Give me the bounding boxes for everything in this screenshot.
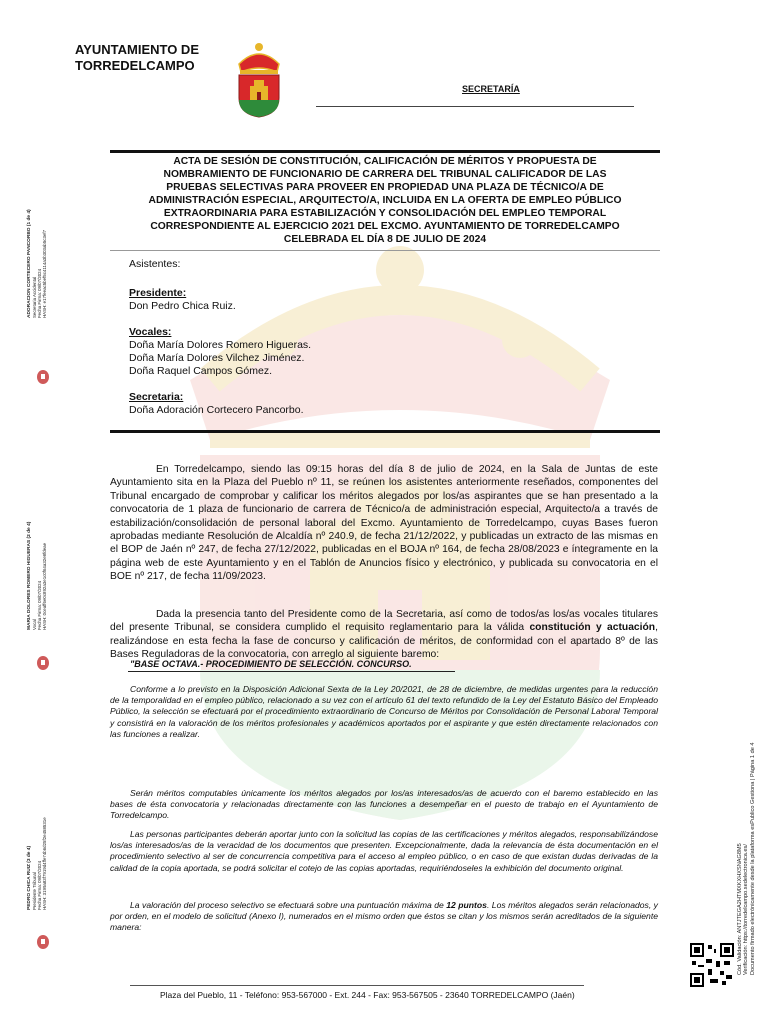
paragraph-session-opening: En Torredelcampo, siendo las 09:15 horas del día 8 de julio de 2024, en la Sala de Juntas de este Ayuntamiento sita en la Plaza del Pueblo nº 11, se reúnen los asistentes anteriormente reseñados, componentes del Tribunal encargado de comprobar y calificar los méritos alegados por los/as aspirantes que se han presentado a la convocatoria de 1 plaza de funcionario de carrera de Técnico/a de administración especial, Arquitecto/a a través de estabilización/consolidación de personal laboral del Excmo. Ayuntamiento de Torredelcampo, cuyas Bases fueron aprobadas mediante Resolución de Alcaldía nº 240.9, de fecha 21/12/2022, y publicadas un extracto de las mismas en el BOP de Jaén nº 247, de fecha 27/12/2022, publicadas en el BOJA nº 164, de fecha 28/08/2023 e íntegramente en la página web de este Ayuntamiento y en el Tablón de Anuncios físico y electrónico, y publicada su convocatoria en el BOE nº 217, de fecha 11/09/2023. [110,464,658,583]
signature-block [26,209,47,318]
title-line: CELEBRADA EL DÍA 8 DE JULIO DE 2024 [283,234,487,245]
paragraph-bold-text: 12 puntos [446,900,487,910]
paragraph-text: , realizándose en esta fecha la fase de concurso y calificación de méritos, de conformidad con el apartado 8º de las Bases Reguladoras de la convocatoria, con arreglo al siguiente baremo: [110,622,658,661]
title-line: CORRESPONDIENTE AL EJERCICIO 2021 DEL EXCMO. AYUNTAMIENTO DE TORREDELCAMPO [150,221,620,232]
department-underline [316,106,634,107]
vocals-label: Vocales: [129,326,172,338]
paragraph-text: Dada la presencia tanto del Presidente como de la Secretaria, así como de todos/as los/as vocales titulares del presente Tribunal, se considera cumplido el requisito reglamentario para la válida [110,609,658,634]
coat-of-arms-logo [234,42,284,118]
platform-page-info: Documento firmado electrónicamente desde la plataforma esPublico Gestiona | Página 1 de 4 [749,742,756,975]
signature-date: Fecha Firma: 09/07/2024 [37,860,42,910]
secretary-label: Secretaria: [129,391,184,403]
signer-role: Secretaria Accidental [32,276,37,318]
signer-role: Presidente Tribunal [32,872,37,910]
signature-block [26,522,47,630]
organization-line-2: TORREDELCAMPO [75,58,195,73]
signature-block [26,817,47,910]
signature-seal-icon [37,935,49,949]
signer-role: Vocal [32,619,37,630]
signer-name: ADORACION CORTECERO PANCORBO (1 de 4) [27,209,32,318]
title-line: ADMINISTRACIÓN ESPECIAL, ARQUITECTO/A, INCLUIDA EN LA OFERTA DE EMPLEO PÚBLICO [148,195,622,206]
base-octava-heading: "BASE OCTAVA.- PROCEDIMIENTO DE SELECCIÓN. CONCURSO. [130,659,412,669]
base-heading-underline [128,671,455,672]
paragraph-text: La valoración del proceso selectivo se efectuará sobre una puntuación máxima de [130,900,447,910]
vocal-name: Doña María Dolores Vilchez Jiménez. [129,352,305,364]
signature-hash: HASH: 3199a83f7919d4ffe74b6d25f2e458531e [42,817,47,910]
signature-hash: HASH: e17feeac5bef5c4114a3b303ab5c3ef7 [42,229,47,318]
verification-strip [737,743,756,976]
section-separator [110,430,660,433]
quoted-paragraph-scoring [110,900,658,934]
qr-code-icon [690,943,734,987]
vocal-name: Doña Raquel Campos Gómez. [129,365,272,377]
attendees-heading: Asistentes: [129,258,181,270]
document-title [110,150,660,251]
validation-code: Cód. Validación: ANTJTEGA2HTMXKXHXSNAG8M5 [737,843,743,975]
department-heading: SECRETARÍA [462,84,520,94]
quoted-paragraph: Serán méritos computables únicamente los méritos alegados por los/as interesados/as de acuerdo con el baremo establecido en las bases de ésta convocatoria y relacionadas directamente con las funciones a desempeñar en el puesto de trabajo en el Ayuntamiento de Torredelcampo. [110,788,658,821]
verification-url: Verificación: https://torredelcampo.sedelectronica.es/ [743,844,750,975]
quoted-paragraph: Conforme a lo previsto en la Disposición Adicional Sexta de la Ley 20/2021, de 28 de diciembre, de medidas urgentes para la reducción de la temporalidad en el empleo público, relacionado a su vez con el artículo 61 del texto refundido de la Ley del Estatuto Básico del Empleado Público, la selección se efectuará por el procedimiento extraordinario de Concurso de Méritos por Consolidación de Personal Laboral Temporal y consistirá en la valoración de los méritos profesionales y académicos aportados por el aspirante y que estén directamente relacionados con las funciones a realizar. [110,684,658,739]
signature-seal-icon [37,656,49,670]
footer-address: Plaza del Pueblo, 11 - Teléfono: 953-567000 - Ext. 244 - Fax: 953-567505 - 23640 TORREDELCAMPO (Jaén) [160,990,575,1000]
footer-divider [130,985,584,986]
paragraph-bold-text: constitución y actuación [529,622,656,634]
quoted-paragraph: Las personas participantes deberán aportar junto con la solicitud las copias de las certificaciones y méritos alegados, responsabilizándose los/as interesados/as de la veracidad de los documentos que presenten. Excepcionalmente, dada la relevancia de ésta documentación en el procedimiento selectivo al ser de concurrencia competitiva para el acceso al empleo público, o en caso de que existan dudas derivadas de la calidad de la copia aportada, se podrá solicitar el cotejo de las copias aportadas, requiriéndoseles la exhibición del documento original. [110,829,658,873]
signer-name: MARIA DOLORES ROMERO HIGUERAS (2 de 4) [27,521,32,630]
attendees-section [129,258,589,417]
title-line: PRUEBAS SELECTIVAS PARA PROVEER EN PROPIEDAD UNA PLAZA DE TÉCNICO/A DE [166,182,604,193]
organization-line-1: AYUNTAMIENTO DE [75,42,199,57]
title-line: ACTA DE SESIÓN DE CONSTITUCIÓN, CALIFICACIÓN DE MÉRITOS Y PROPUESTA DE [173,156,597,167]
title-line: EXTRAORDINARIA PARA ESTABILIZACIÓN Y CONSOLIDACIÓN DEL EMPLEO TEMPORAL [163,208,607,219]
president-name: Don Pedro Chica Ruiz. [129,300,236,312]
signature-date: Fecha Firma: 09/07/2024 [37,580,42,630]
title-line: NOMBRAMIENTO DE FUNCIONARIO DE CARRERA DEL TRIBUNAL CALIFICADOR DE LAS [163,169,607,180]
paragraph-text: . Los méritos alegados serán relacionados, y por orden, en el modelo de solicitud (Anexo I), numerados en el mismo orden que éstos se citan y los mismos serán acreditados de la siguiente manera: [110,900,658,933]
signature-hash: HASH: 0ceaff6e0c892a3e1c0f64a32e8fdeae [42,542,47,630]
organization-name [75,42,199,74]
president-label: Presidente: [129,287,187,299]
signature-seal-icon [37,370,49,384]
vocal-name: Doña María Dolores Romero Higueras. [129,339,312,351]
signature-date: Fecha Firma: 09/07/2024 [37,268,42,318]
secretary-name: Doña Adoración Cortecero Pancorbo. [129,404,304,416]
signer-name: PEDRO CHICA RUIZ (3 de 4) [27,845,32,910]
paragraph-constitution [110,608,658,662]
